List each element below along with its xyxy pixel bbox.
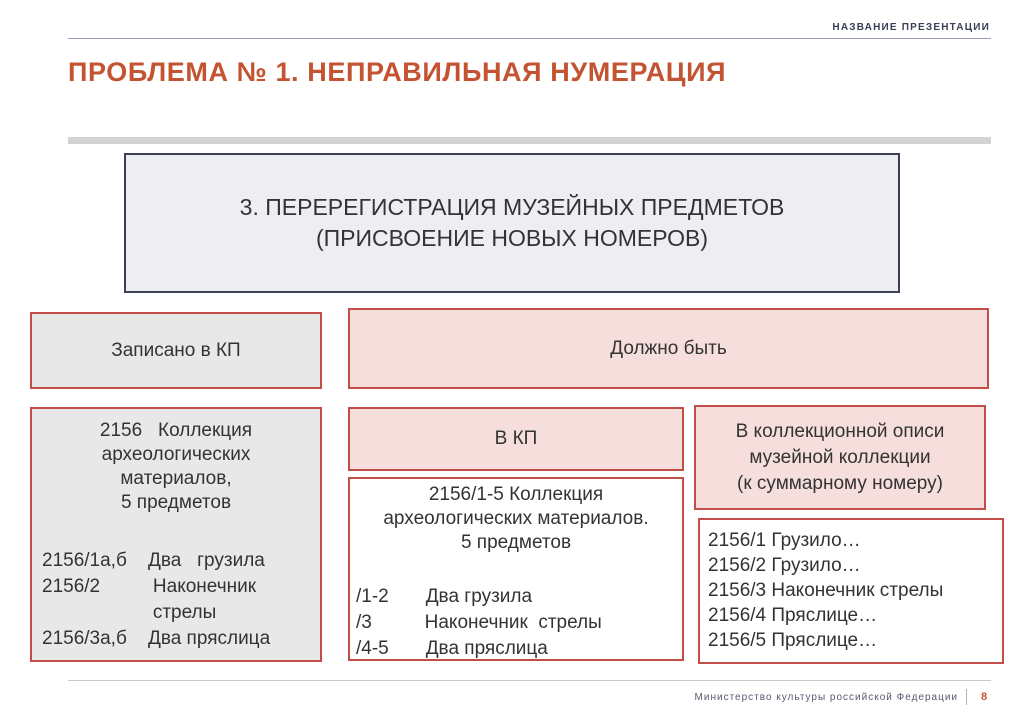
recorded-item-row: стрелы — [42, 602, 217, 623]
kp-heading-line: археологических материалов. — [383, 508, 649, 529]
presentation-name: НАЗВАНИЕ ПРЕЗЕНТАЦИИ — [832, 22, 990, 33]
kp-item-row: /4-5 Два пряслица — [356, 638, 548, 659]
kp-heading-line: 5 предметов — [460, 532, 572, 553]
recorded-heading-line: материалов, — [120, 468, 232, 489]
recorded-heading-line: 5 предметов — [120, 492, 232, 513]
inventory-header-line: (к суммарному номеру) — [737, 472, 943, 494]
recorded-item-row: 2156/2 Наконечник — [42, 576, 257, 597]
should-be-header-label: Должно быть — [610, 338, 727, 359]
inventory-item-row: 2156/3 Наконечник стрелы — [708, 580, 944, 601]
inventory-header-box — [694, 405, 986, 510]
recorded-heading-line: археологических — [101, 444, 251, 465]
main-topic-line-2: (ПРИСВОЕНИЕ НОВЫХ НОМЕРОВ) — [315, 225, 708, 251]
inventory-header-text — [736, 419, 945, 497]
recorded-item-row: 2156/3а,б Два пряслица — [42, 628, 271, 649]
slide-title: ПРОБЛЕМА № 1. НЕПРАВИЛЬНАЯ НУМЕРАЦИЯ — [68, 57, 727, 87]
inventory-item-row: 2156/2 Грузило… — [708, 555, 861, 576]
kp-detail-box — [348, 477, 684, 661]
kp-collection-heading — [350, 483, 682, 555]
recorded-item-row: 2156/1а,б Два грузила — [42, 550, 265, 571]
recorded-detail-box — [30, 407, 322, 662]
footer-ministry: Министерство культуры российской Федерации — [694, 692, 958, 703]
should-be-header-box — [348, 308, 989, 389]
page-number: 8 — [981, 691, 988, 703]
recorded-header-label: Записано в КП — [111, 339, 241, 361]
inventory-item-row: 2156/5 Пряслице… — [708, 630, 878, 651]
kp-item-row: /1-2 Два грузила — [356, 586, 533, 607]
main-topic-box — [124, 153, 900, 293]
kp-item-row: /3 Наконечник стрелы — [356, 612, 602, 633]
inventory-detail-box — [698, 518, 1004, 664]
top-divider — [68, 38, 991, 39]
title-underline-bar — [68, 137, 991, 144]
recorded-collection-heading — [32, 419, 320, 515]
recorded-heading-line: 2156 Коллекция — [99, 420, 253, 441]
inventory-item-row: 2156/1 Грузило… — [708, 530, 861, 551]
kp-header-label: В КП — [494, 428, 538, 449]
kp-heading-line: 2156/1-5 Коллекция — [428, 484, 604, 505]
main-topic-line-1: 3. ПЕРЕРЕГИСТРАЦИЯ МУЗЕЙНЫХ ПРЕДМЕТОВ — [239, 193, 785, 220]
recorded-header-box — [30, 312, 322, 389]
inventory-header-line: В коллекционной описи — [735, 420, 945, 442]
inventory-item-row: 2156/4 Пряслице… — [708, 605, 878, 626]
bottom-divider — [68, 680, 991, 681]
inventory-header-line: музейной коллекции — [749, 446, 931, 468]
footer-separator — [966, 689, 967, 705]
kp-header-box — [348, 407, 684, 471]
